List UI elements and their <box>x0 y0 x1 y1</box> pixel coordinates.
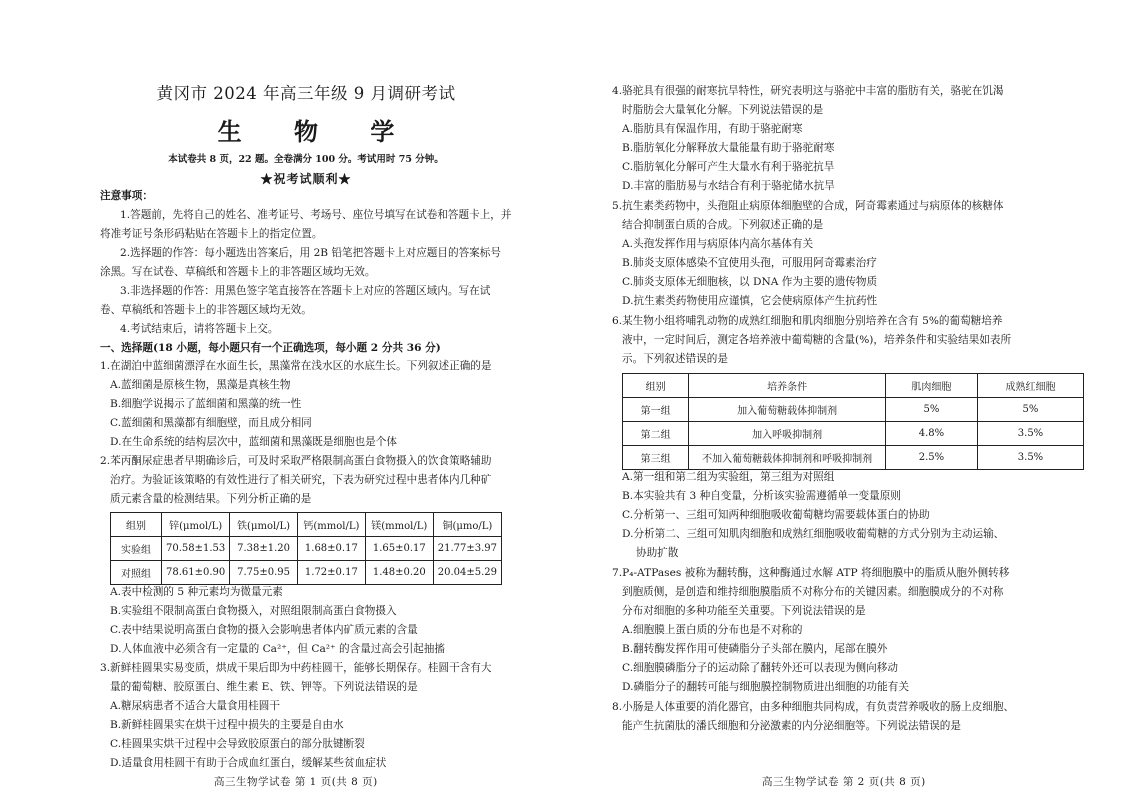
q7-stem-line-1: 7.P₄-ATPases 被称为翻转酶，这种酶通过水解 ATP 将细胞膜中的脂质从胞外侧转移 <box>612 567 1010 579</box>
q6-stem-line-2: 液中，一定时间后，测定各培养液中葡萄糖的含量(%)，培养条件和实验结果如表所 <box>622 334 1012 346</box>
q1-option-c: C.蓝细菌和黑藻都有细胞壁，而且成分相同 <box>110 417 312 429</box>
q1-option-d: D.在生命系统的结构层次中，蓝细菌和黑藻既是细胞也是个体 <box>110 436 397 448</box>
table-row <box>623 422 1084 446</box>
q6-option-c: C.分析第一、三组可知两种细胞吸收葡萄糖均需要载体蛋白的协助 <box>622 509 930 521</box>
note-2-line-1: 2.选择题的作答：每小题选出答案后，用 2B 铅笔把答题卡上对应题目的答案标号 <box>120 247 501 259</box>
section-1-heading: 一、选择题(18 小题，每小题只有一个正确选项，每小题 2 分共 36 分) <box>100 342 441 354</box>
notes-heading: 注意事项： <box>100 190 153 202</box>
q4-option-b: B.脂肪氧化分解释放大量能量有助于骆驼耐寒 <box>622 142 835 154</box>
q6-option-b: B.本实验共有 3 种自变量，分析该实验需遵循单一变量原则 <box>622 490 901 502</box>
q7-option-c: C.细胞膜磷脂分子的运动除了翻转外还可以表现为侧向移动 <box>622 662 898 674</box>
q1-option-b: B.细胞学说揭示了蓝细菌和黑藻的统一性 <box>110 398 302 410</box>
note-4: 4.考试结束后，请将答题卡上交。 <box>120 323 279 335</box>
q4-option-c: C.脂肪氧化分解可产生大量水有利于骆驼抗旱 <box>622 161 835 173</box>
table-header-cell: 组别 <box>111 513 162 537</box>
page-2-footer: 高三生物学试卷 第 2 页(共 8 页) <box>762 776 926 788</box>
note-2-line-2: 涂黑。写在试卷、草稿纸和答题卡上的非答题区域均无效。 <box>100 266 376 278</box>
q5-option-c: C.肺炎支原体无细胞核，以 DNA 作为主要的遗传物质 <box>622 276 878 288</box>
page-1-content <box>100 0 512 794</box>
table-header-row <box>623 374 1084 398</box>
q2-option-b: B.实验组不限制高蛋白食物摄入，对照组限制高蛋白食物摄入 <box>110 605 397 617</box>
table-row <box>623 446 1084 470</box>
q6-stem-line-1: 6.某生物小组将哺乳动物的成熟红细胞和肌肉细胞分别培养在含有 5%的葡萄糖培养 <box>612 315 1003 327</box>
q8-stem-line-1: 8.小肠是人体重要的消化器官，由多种细胞共同构成，有负责营养吸收的肠上皮细胞、 <box>612 701 1015 713</box>
note-3-line-2: 卷、草稿纸和答题卡上的非答题区域均无效。 <box>100 304 312 316</box>
q1-option-a: A.蓝细菌是原核生物，黑藻是真核生物 <box>110 379 291 391</box>
table-cell: 1.65±0.17 <box>365 537 433 561</box>
table-header-row <box>111 513 502 537</box>
exam-info: 本试卷共 8 页，22 题。全卷满分 100 分。考试用时 75 分钟。 <box>168 154 444 165</box>
q4-stem-line-1: 4.骆驼具有很强的耐寒抗旱特性，研究表明这与骆驼中丰富的脂肪有关，骆驼在饥渴 <box>612 85 1004 97</box>
page-1 <box>0 0 560 794</box>
q6-stem-line-3: 示。下列叙述错误的是 <box>622 353 728 365</box>
note-1-line-2: 将准考证号条形码粘贴在答题卡上的指定位置。 <box>100 228 323 240</box>
table-cell: 7.38±1.20 <box>230 537 298 561</box>
q7-option-a: A.细胞膜上蛋白质的分布也是不对称的 <box>622 624 803 636</box>
q6-option-a: A.第一组和第二组为实验组，第三组为对照组 <box>622 471 835 483</box>
note-1-line-1: 1.答题前，先将自己的姓名、准考证号、考场号、座位号填写在试卷和答题卡上，并 <box>120 209 512 221</box>
table-cell: 2.5% <box>885 446 977 470</box>
q4-option-a: A.脂肪具有保温作用，有助于骆驼耐寒 <box>622 123 803 135</box>
q2-option-a: A.表中检测的 5 种元素均为微量元素 <box>110 586 283 598</box>
table-cell: 第一组 <box>623 398 689 422</box>
table-cell: 加入葡萄糖载体抑制剂 <box>689 398 886 422</box>
table-cell: 5% <box>977 398 1083 422</box>
q3-option-a: A.糖尿病患者不适合大量食用桂圆干 <box>110 700 280 712</box>
table-cell: 5% <box>885 398 977 422</box>
table-cell: 第三组 <box>623 446 689 470</box>
q4-option-d: D.丰富的脂肪易与水结合有利于骆驼储水抗旱 <box>622 180 835 192</box>
q7-option-d: D.磷脂分子的翻转可能与细胞膜控制物质进出细胞的功能有关 <box>622 681 909 693</box>
table-cell: 第二组 <box>623 422 689 446</box>
table-header-cell: 镁(mmol/L) <box>365 513 433 537</box>
table-row <box>111 537 502 561</box>
table-row <box>111 561 502 585</box>
table-cell: 70.58±1.53 <box>162 537 230 561</box>
table-cell: 1.68±0.17 <box>297 537 365 561</box>
q6-option-d-line-1: D.分析第二、三组可知肌肉细胞和成熟红细胞吸收葡萄糖的方式分别为主动运输、 <box>622 528 1005 540</box>
q4-stem-line-2: 时脂肪会大量氧化分解。下列说法错误的是 <box>622 104 824 116</box>
q3-option-b: B.新鲜桂圆果实在烘干过程中损失的主要是自由水 <box>110 719 344 731</box>
q2-option-c: C.表中结果说明高蛋白食物的摄入会影响患者体内矿质元素的含量 <box>110 624 418 636</box>
table-cell: 实验组 <box>111 537 162 561</box>
table-header-cell: 培养条件 <box>689 374 886 398</box>
q3-option-d: D.适量食用桂圆干有助于合成血红蛋白，缓解某些贫血症状 <box>110 757 387 769</box>
q5-option-d: D.抗生素类药物使用应谨慎，它会使病原体产生抗药性 <box>622 295 878 307</box>
q2-option-d: D.人体血液中必须含有一定量的 Ca²⁺，但 Ca²⁺ 的含量过高会引起抽搐 <box>110 643 445 655</box>
q3-option-c: C.桂圆果实烘干过程中会导致胶原蛋白的部分肽键断裂 <box>110 738 365 750</box>
page-1-footer: 高三生物学试卷 第 1 页(共 8 页) <box>214 776 378 788</box>
table-header-cell: 铁(μmol/L) <box>230 513 298 537</box>
q5-stem-line-1: 5.抗生素类药物中，头孢阻止病原体细胞壁的合成，阿奇霉素通过与病原体的核糖体 <box>612 200 1004 212</box>
table-cell: 20.04±5.29 <box>433 561 501 585</box>
subject-title: 生 物 学 <box>217 117 417 146</box>
page-2-content <box>612 0 1092 794</box>
q7-stem-line-3: 分布对细胞的多种功能至关重要。下列说法错误的是 <box>622 605 866 617</box>
q7-stem-line-2: 到胞质侧，是创造和维持细胞膜脂质不对称分布的关键因素。细胞膜成分的不对称 <box>622 586 1004 598</box>
table-cell: 不加入葡萄糖载体抑制剂和呼吸抑制剂 <box>689 446 886 470</box>
q6-option-d-line-2: 协助扩散 <box>636 547 679 559</box>
q5-option-a: A.头孢发挥作用与病原体内高尔基体有关 <box>622 238 814 250</box>
q5-option-b: B.肺炎支原体感染不宜使用头孢，可服用阿奇霉素治疗 <box>622 257 877 269</box>
table-cell: 7.75±0.95 <box>230 561 298 585</box>
q5-stem-line-2: 结合抑制蛋白质的合成。下列叙述正确的是 <box>622 219 824 231</box>
q3-stem-line-1: 3.新鲜桂圆果实易变质，烘成干果后即为中药桂圆干，能够长期保存。桂圆干含有大 <box>100 662 492 674</box>
q6-culture-table <box>622 373 1084 470</box>
table-header-cell: 成熟红细胞 <box>977 374 1083 398</box>
table-row <box>623 398 1084 422</box>
table-header-cell: 铜(μmo/L) <box>433 513 501 537</box>
q2-stem-line-2: 治疗。为验证该策略的有效性进行了相关研究，下表为研究过程中患者体内几种矿 <box>110 474 492 486</box>
table-cell: 78.61±0.90 <box>162 561 230 585</box>
table-cell: 3.5% <box>977 446 1083 470</box>
q3-stem-line-2: 量的葡萄糖、胶原蛋白、维生素 E、铁、钾等。下列说法错误的是 <box>110 681 418 693</box>
table-cell: 21.77±3.97 <box>433 537 501 561</box>
q1-stem: 1.在湖泊中蓝细菌漂浮在水面生长，黑藻常在浅水区的水底生长。下列叙述正确的是 <box>100 360 492 372</box>
q8-stem-line-2: 能产生抗菌肽的潘氏细胞和分泌激素的内分泌细胞等。下列说法错误的是 <box>622 720 961 732</box>
q2-stem-line-3: 质元素含量的检测结果。下列分析正确的是 <box>110 493 312 505</box>
table-header-cell: 肌肉细胞 <box>885 374 977 398</box>
table-header-cell: 钙(mmol/L) <box>297 513 365 537</box>
table-cell: 1.72±0.17 <box>297 561 365 585</box>
table-header-cell: 锌(μmol/L) <box>162 513 230 537</box>
table-cell: 对照组 <box>111 561 162 585</box>
exam-wish: ★祝考试顺利★ <box>260 172 352 186</box>
exam-title: 黄冈市 2024 年高三年级 9 月调研考试 <box>156 84 456 103</box>
q7-option-b: B.翻转酶发挥作用可使磷脂分子头部在膜内，尾部在膜外 <box>622 643 888 655</box>
table-header-cell: 组别 <box>623 374 689 398</box>
q2-stem-line-1: 2.苯丙酮尿症患者早期确诊后，可及时采取严格限制高蛋白食物摄入的饮食策略辅助 <box>100 455 492 467</box>
table-cell: 4.8% <box>885 422 977 446</box>
q2-mineral-table <box>110 512 502 585</box>
page-2 <box>562 0 1123 794</box>
table-cell: 1.48±0.20 <box>365 561 433 585</box>
note-3-line-1: 3.非选择题的作答：用黑色签字笔直接答在答题卡上对应的答题区域内。写在试 <box>120 285 491 297</box>
table-cell: 3.5% <box>977 422 1083 446</box>
table-cell: 加入呼吸抑制剂 <box>689 422 886 446</box>
